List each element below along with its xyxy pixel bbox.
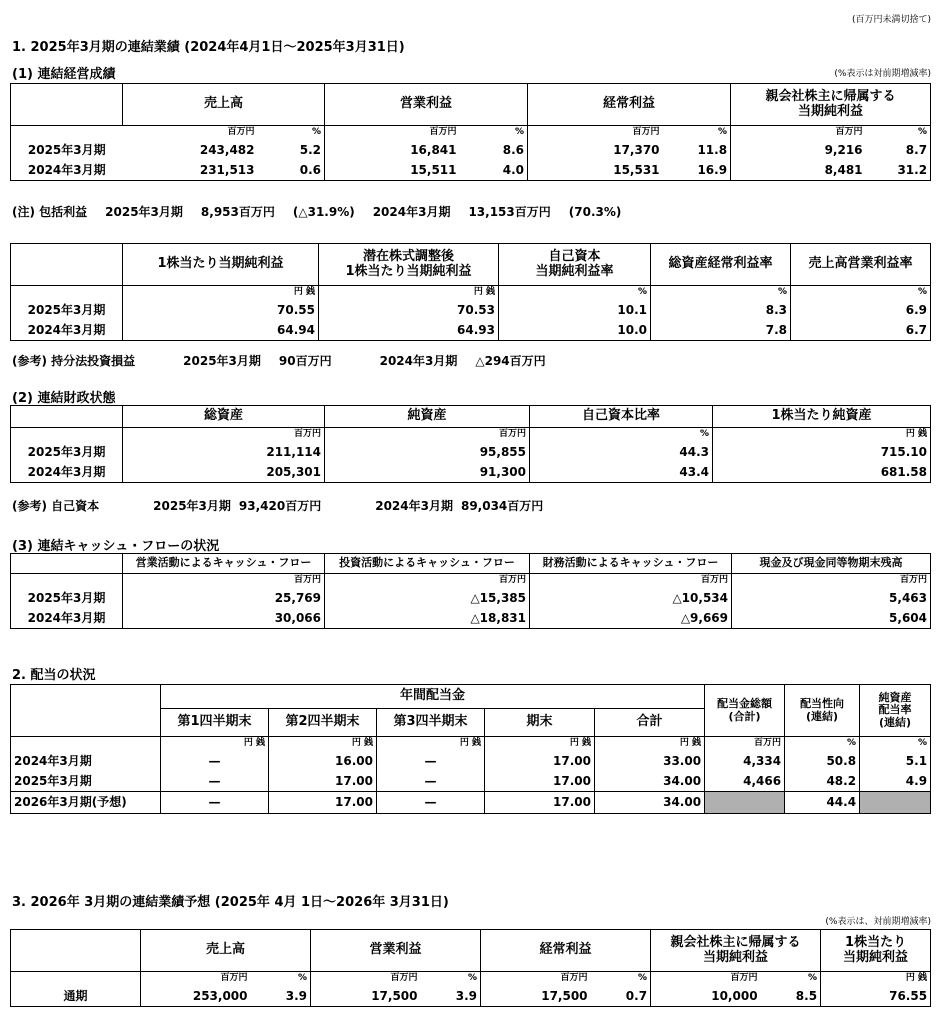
header-roe: 自己資本 当期純利益率 [499,244,651,286]
dividends-table: 年間配当金 配当金総額 (合計) 配当性向 (連結) 純資産 配当率 (連結) 第1四半期末 第2四半期末 第3四半期末 期末 合計 円 銭 円 銭 円 銭 円 銭 円 銭 百万円 % % 2024年3月期 — 16.00 — 17.00 33.00 4,334 50.8 5.1 2025年3月期 — 17.00 — 17.00 34.00 4,466 48.2 4.9 2026年3月期(予想) — 17.00 — 17.00 34.00 44.4 [10,684,931,814]
header-operating-profit: 営業利益 [311,930,481,972]
table-row: 2025年3月期 243,482 5.2 16,841 8.6 17,370 11.8 9,216 8.7 [11,141,931,161]
table-row: 2024年3月期 64.94 64.93 10.0 7.8 6.7 [11,321,931,341]
unit: 百万円 [632,127,660,138]
header-sales: 売上高 [123,84,325,126]
table-row: 2024年3月期 — 16.00 — 17.00 33.00 4,334 50.8 5.1 [11,752,931,772]
blank-header [11,84,123,126]
per-share-table: 1株当たり当期純利益 潜在株式調整後 1株当たり当期純利益 自己資本 当期純利益率 総資産経常利益率 売上高営業利益率 円 銭 円 銭 % % % 2025年3月期 70.55 70.53 10.1 8.3 6.9 2024年3月期 64.94 64.93 10.0 7.8 6.7 [10,243,931,341]
cash-flow-table: 営業活動によるキャッシュ・フロー 投資活動によるキャッシュ・フロー 財務活動によるキャッシュ・フロー 現金及び現金同等物期末残高 百万円 百万円 百万円 百万円 2025年3月期 25,769 △15,385 △10,534 5,463 2024年3月期 30,066 △18,831 △9,669 5,604 [10,553,931,629]
header-annual-dividend: 年間配当金 [161,685,705,709]
table-row: 2024年3月期 30,066 △18,831 △9,669 5,604 [11,609,931,629]
comprehensive-income-note: (注) 包括利益 2025年3月期 8,953百万円 (△31.9%) 2024年3月期 13,153百万円 (70.3%) [12,205,622,219]
header-diluted-eps: 潜在株式調整後 1株当たり当期純利益 [319,244,499,286]
header-roa: 総資産経常利益率 [651,244,791,286]
header-dividend-on-equity: 純資産 配当率 (連結) [860,685,931,737]
table-row: 2025年3月期 25,769 △15,385 △10,534 5,463 [11,589,931,609]
table-row: 2024年3月期 231,513 0.6 15,511 4.0 15,531 16.9 8,481 31.2 [11,161,931,181]
table-row: 2025年3月期 — 17.00 — 17.00 34.00 4,466 48.2 4.9 [11,772,931,792]
unit: % [663,126,731,141]
financial-position-subtitle: (2) 連結財政状態 [12,391,116,406]
header-equity-ratio: 自己資本比率 [530,406,713,428]
table-row-forecast: 2026年3月期(予想) — 17.00 — 17.00 34.00 44.4 [11,792,931,814]
blank-header [11,685,161,737]
percent-note: (%表示は対前期増減率) [834,69,931,79]
header-sales: 売上高 [141,930,311,972]
header-net-assets: 純資産 [325,406,530,428]
unit-note: (百万円未満切捨て) [851,15,931,25]
forecast-title: 3. 2026年 3月期の連結業績予想 (2025年 4月 1日～2026年 3月31日) [12,895,449,910]
header-total-dividends: 配当金総額 (合計) [705,685,785,737]
header-q2-end: 第2四半期末 [269,709,377,737]
header-payout-ratio: 配当性向 (連結) [785,685,860,737]
header-financing-cf: 財務活動によるキャッシュ・フロー [530,554,732,574]
header-year-end: 期末 [485,709,595,737]
header-net-income: 親会社株主に帰属する 当期純利益 [731,84,931,126]
shaded-cell [705,792,785,814]
operating-results-table [10,83,931,181]
table-row: 2025年3月期 211,114 95,855 44.3 715.10 [11,443,931,463]
blank-header [11,930,141,972]
unit: 百万円 [429,127,457,138]
cash-flow-subtitle: (3) 連結キャッシュ・フローの状況 [12,539,220,554]
table-row: 通期 253,000 3.9 17,500 3.9 17,500 0.7 10,000 8.5 76.55 [11,987,931,1007]
header-eps: 1株当たり 当期純利益 [821,930,931,972]
header-bps: 1株当たり純資産 [713,406,931,428]
header-eps: 1株当たり当期純利益 [123,244,319,286]
header-net-income: 親会社株主に帰属する 当期純利益 [651,930,821,972]
unit: 百万円 [227,127,255,138]
forecast-table: 売上高 営業利益 経常利益 親会社株主に帰属する 当期純利益 1株当たり 当期純利益 百万円 % 百万円 % 百万円 % 百万円 % 円 銭 通期 253,000 3.9 17,500 3.9 17,500 0.7 10,000 8.5 76.55 [10,929,931,1007]
header-total: 合計 [595,709,705,737]
shaded-cell [860,792,931,814]
dividends-title: 2. 配当の状況 [12,668,96,683]
blank-header [11,406,123,428]
table-row: 2025年3月期 70.55 70.53 10.1 8.3 6.9 [11,301,931,321]
equity-method-note: (参考) 持分法投資損益 2025年3月期 90百万円 2024年3月期 △294百万円 [12,354,546,368]
equity-reference-note: (参考) 自己資本 2025年3月期 93,420百万円 2024年3月期 89,034百万円 [12,499,544,513]
section-1-title: 1. 2025年3月期の連結業績 (2024年4月1日～2025年3月31日) [12,40,405,55]
operating-results-subtitle: (1) 連結経営成績 [12,67,116,82]
unit: % [866,126,931,141]
unit: % [258,126,325,141]
header-operating-profit: 営業利益 [325,84,528,126]
header-operating-cf: 営業活動によるキャッシュ・フロー [123,554,325,574]
header-ordinary-profit: 経常利益 [481,930,651,972]
table-row: 2024年3月期 205,301 91,300 43.4 681.58 [11,463,931,483]
header-q3-end: 第3四半期末 [377,709,485,737]
blank-header [11,244,123,286]
header-q1-end: 第1四半期末 [161,709,269,737]
header-ordinary-profit: 経常利益 [528,84,731,126]
unit: % [460,126,528,141]
header-operating-margin: 売上高営業利益率 [791,244,931,286]
header-investing-cf: 投資活動によるキャッシュ・フロー [325,554,530,574]
forecast-percent-note: (%表示は、対前期増減率) [825,917,931,927]
unit: 百万円 [835,127,863,138]
financial-position-table: 総資産 純資産 自己資本比率 1株当たり純資産 百万円 百万円 % 円 銭 2025年3月期 211,114 95,855 44.3 715.10 2024年3月期 205,301 91,300 43.4 681.58 [10,405,931,483]
header-cash-balance: 現金及び現金同等物期末残高 [732,554,931,574]
blank-header [11,554,123,574]
header-total-assets: 総資産 [123,406,325,428]
